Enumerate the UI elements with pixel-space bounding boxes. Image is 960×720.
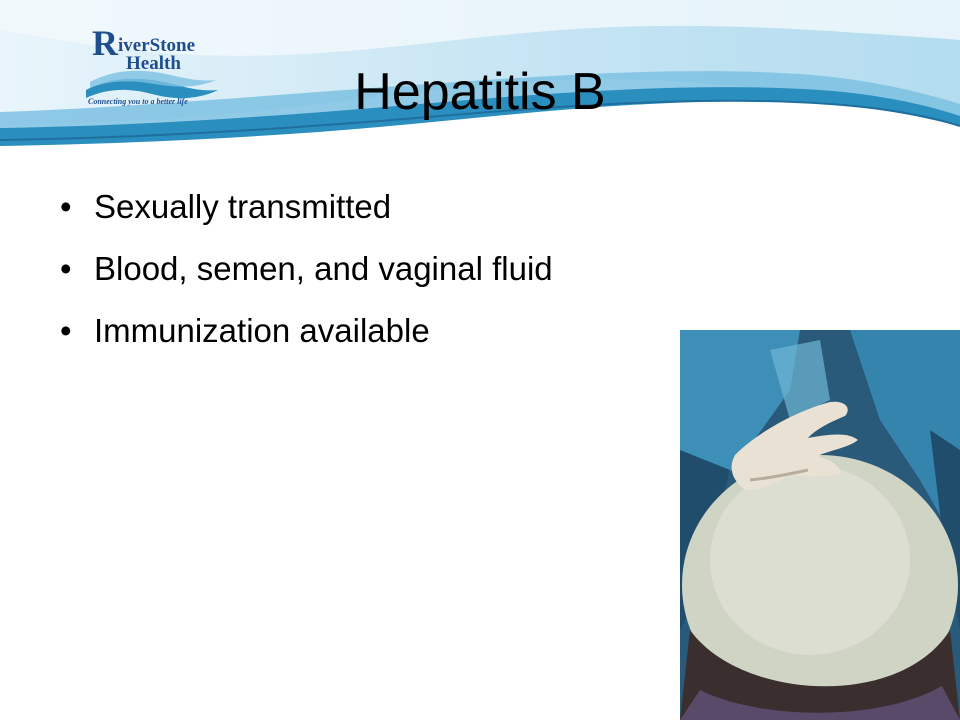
logo-name-line2: Health: [126, 53, 181, 74]
abdomen-photo-icon: [680, 330, 960, 720]
logo-name-rest: iverStone: [118, 35, 196, 56]
bullet-item: • Sexually transmitted: [60, 176, 553, 238]
bullet-item: • Immunization available: [60, 300, 553, 362]
bullet-item: • Blood, semen, and vaginal fluid: [60, 238, 553, 300]
logo-tagline: Connecting you to a better life: [88, 97, 188, 106]
logo-initial: R: [92, 23, 118, 63]
bullet-list: [60, 176, 553, 362]
slide-title: Hepatitis B: [354, 63, 606, 121]
abdomen-highlight: [710, 465, 910, 655]
